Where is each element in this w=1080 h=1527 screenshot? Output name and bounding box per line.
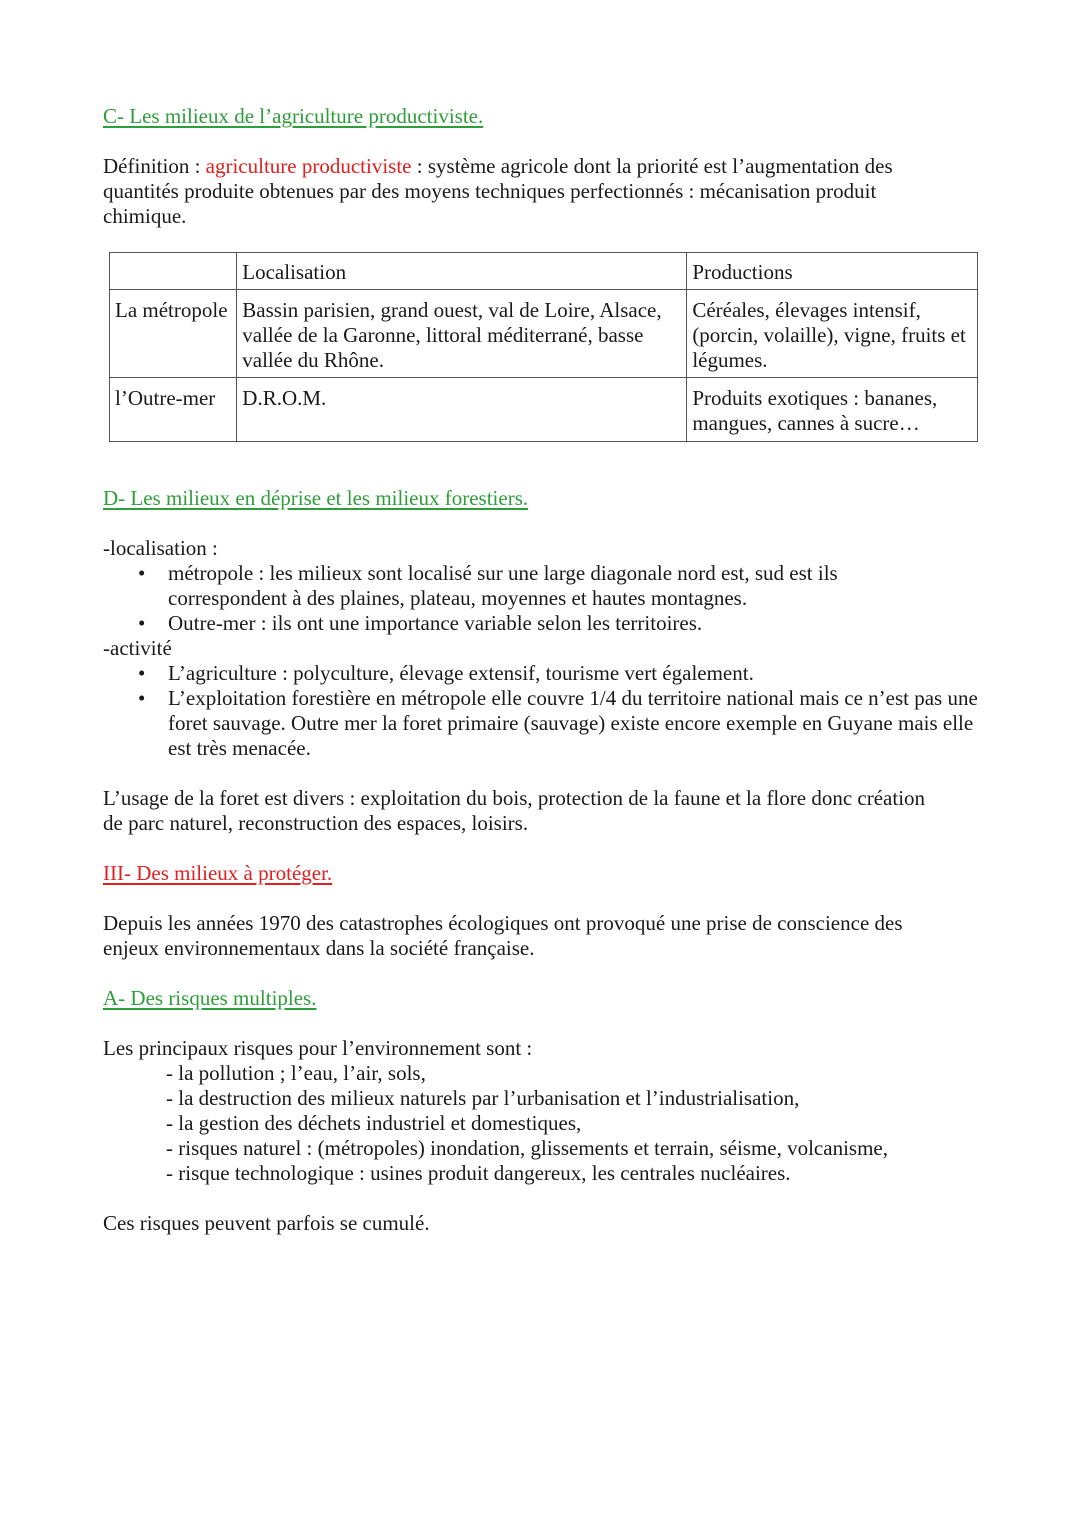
definition-line-3: chimique. <box>103 204 187 228</box>
definition-line-1 <box>103 154 983 179</box>
productions-table <box>109 252 978 442</box>
localisation-list <box>103 561 903 636</box>
activite-list <box>103 661 983 761</box>
localisation-label: -localisation : <box>103 536 218 560</box>
row-localisation: Bassin parisien, grand ouest, val de Loire, Alsace, vallée de la Garonne, littoral méditerrané, basse vallée du Rhône. <box>237 290 687 378</box>
table-header-row <box>110 253 978 290</box>
list-item: - la gestion des déchets industriel et domestiques, <box>166 1111 582 1135</box>
row-productions: Céréales, élevages intensif, (porcin, volaille), vigne, fruits et légumes. <box>687 290 978 378</box>
risks-conclusion: Ces risques peuvent parfois se cumulé. <box>103 1211 430 1235</box>
section-iii-title: III- Des milieux à protéger. <box>103 861 333 885</box>
usage-paragraph <box>103 786 1003 836</box>
table-header-empty <box>110 253 237 290</box>
risks-list <box>166 1061 888 1186</box>
section-d-title: D- Les milieux en déprise et les milieux forestiers. <box>103 486 529 510</box>
list-item: • Outre-mer : ils ont une importance variable selon les territoires. <box>103 611 903 636</box>
definition-line-2: quantités produite obtenues par des moyens techniques perfectionnés : mécanisation produit <box>103 179 877 203</box>
row-label: l’Outre-mer <box>110 378 237 442</box>
list-item: - risques naturel : (métropoles) inondation, glissements et terrain, séisme, volcanisme, <box>166 1136 888 1160</box>
definition-term: agriculture productiviste <box>205 154 412 178</box>
section-a-title: A- Des risques multiples. <box>103 986 317 1010</box>
table-row <box>110 378 978 442</box>
risks-intro: Les principaux risques pour l’environnement sont : <box>103 1036 533 1060</box>
table-row <box>110 290 978 378</box>
definition-prefix: Définition : <box>103 154 206 178</box>
definition-line1-rest: : système agricole dont la priorité est l’augmentation des <box>411 154 893 178</box>
intro-line-1: Depuis les années 1970 des catastrophes écologiques ont provoqué une prise de conscience des <box>103 911 903 935</box>
definition-paragraph <box>103 154 983 229</box>
list-item: • L’agriculture : polyculture, élevage extensif, tourisme vert également. <box>103 661 983 686</box>
section-iii-intro <box>103 911 1003 961</box>
table-header-localisation: Localisation <box>237 253 687 290</box>
table-header-productions: Productions <box>687 253 978 290</box>
row-localisation: D.R.O.M. <box>237 378 687 442</box>
row-productions: Produits exotiques : bananes, mangues, cannes à sucre… <box>687 378 978 442</box>
usage-line-2: de parc naturel, reconstruction des espaces, loisirs. <box>103 811 529 835</box>
list-item: - risque technologique : usines produit dangereux, les centrales nucléaires. <box>166 1161 791 1185</box>
intro-line-2: enjeux environnementaux dans la société française. <box>103 936 535 960</box>
list-item: - la destruction des milieux naturels par l’urbanisation et l’industrialisation, <box>166 1086 800 1110</box>
section-c-title: C- Les milieux de l’agriculture productiviste. <box>103 104 484 128</box>
activite-label: -activité <box>103 636 172 660</box>
list-item: • métropole : les milieux sont localisé sur une large diagonale nord est, sud est ils correspondent à des plaines, plateau, moyennes et hautes montagnes. <box>103 561 903 611</box>
usage-line-1: L’usage de la foret est divers : exploitation du bois, protection de la faune et la flore donc création <box>103 786 926 810</box>
row-label: La métropole <box>110 290 237 378</box>
list-item: • L’exploitation forestière en métropole elle couvre 1/4 du territoire national mais ce n’est pas une foret sauvage. Outre mer la foret primaire (sauvage) existe encore exemple en Guyane mais elle est très menacée. <box>103 686 983 761</box>
list-item: - la pollution ; l’eau, l’air, sols, <box>166 1061 426 1085</box>
